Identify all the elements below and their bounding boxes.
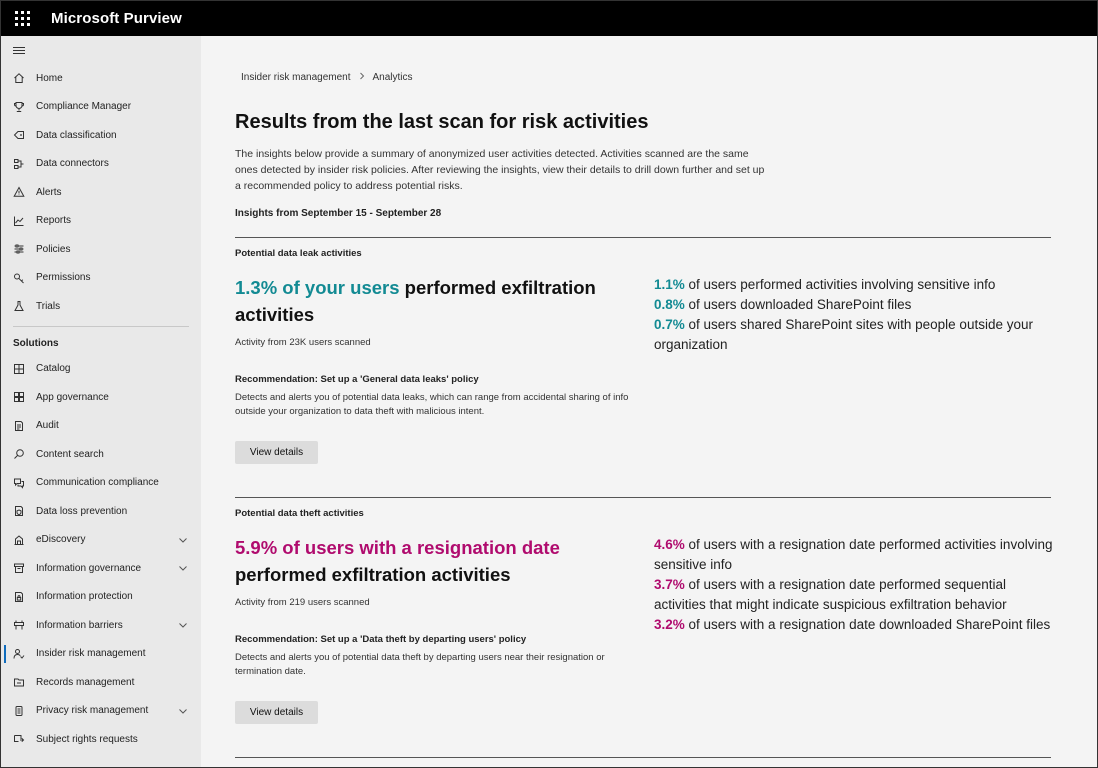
sidebar-item-catalog[interactable] — [1, 355, 201, 384]
lock-doc-icon — [12, 590, 25, 603]
sidebar-item-communication-compliance[interactable] — [1, 469, 201, 498]
sidebar-item-compliance-manager[interactable] — [1, 93, 201, 122]
insights-date-range: Insights from September 15 - September 28 — [235, 208, 442, 219]
sidebar-item-label: Audit — [36, 420, 59, 432]
app-launcher-button[interactable] — [1, 1, 43, 36]
privacy-icon — [12, 704, 25, 717]
sidebar-item-label: Information protection — [36, 591, 133, 603]
section-headline — [235, 534, 635, 588]
sidebar-item-label: Data classification — [36, 129, 117, 141]
stat-percent: 4.6% — [654, 537, 685, 552]
sidebar-item-label: Subject rights requests — [36, 733, 138, 745]
section-label: Potential data theft activities — [235, 508, 364, 519]
chevron-right-icon — [358, 72, 366, 83]
stat-item — [654, 315, 1054, 355]
sidebar-item-content-search[interactable] — [1, 440, 201, 469]
sidebar-item-information-governance[interactable] — [1, 554, 201, 583]
chat-icon — [12, 476, 25, 489]
stat-item — [654, 535, 1054, 575]
person-risk-icon — [12, 647, 25, 660]
sidebar-item-data-loss-prevention[interactable] — [1, 497, 201, 526]
nav-divider — [13, 326, 189, 327]
stat-percent: 0.7% — [654, 317, 685, 332]
headline-highlight: 5.9% of users with a resignation date — [235, 537, 560, 558]
trophy-icon — [12, 100, 25, 113]
stats-list — [654, 275, 1054, 355]
chevron-down-icon[interactable] — [178, 535, 188, 548]
page-title: Results from the last scan for risk activities — [235, 111, 649, 133]
stat-percent: 3.7% — [654, 577, 685, 592]
connector-icon — [12, 157, 25, 170]
requests-icon — [12, 733, 25, 746]
stat-item — [654, 575, 1054, 615]
sidebar-item-label: Home — [36, 72, 63, 84]
sidebar-item-records-management[interactable] — [1, 668, 201, 697]
headline-rest: performed exfiltration activities — [235, 564, 511, 585]
sidebar-item-label: Policies — [36, 243, 71, 255]
audit-icon — [12, 419, 25, 432]
archive-icon — [12, 562, 25, 575]
hamburger-icon — [13, 45, 25, 56]
sidebar-item-label: Data connectors — [36, 158, 109, 170]
stat-text: of users with a resignation date performed activities involving sensitive info — [654, 537, 1053, 572]
chevron-down-icon[interactable] — [178, 620, 188, 633]
sidebar-item-label: Catalog — [36, 363, 71, 375]
data-leak-section — [235, 237, 1051, 497]
sidebar-item-label: Content search — [36, 448, 104, 460]
sidebar-item-insider-risk-management[interactable] — [1, 640, 201, 669]
sidebar-item-trials[interactable] — [1, 292, 201, 321]
stats-list — [654, 535, 1054, 635]
sidebar-item-label: Data loss prevention — [36, 505, 128, 517]
sidebar-item-label: Records management — [36, 676, 135, 688]
ediscovery-icon — [12, 533, 25, 546]
sidebar-item-label: eDiscovery — [36, 534, 86, 546]
data-theft-section — [235, 497, 1051, 757]
sidebar-item-label: Permissions — [36, 272, 91, 284]
breadcrumb-current: Analytics — [372, 72, 413, 83]
barrier-icon — [12, 619, 25, 632]
search-icon — [12, 448, 25, 461]
stat-percent: 1.1% — [654, 277, 685, 292]
sidebar-item-information-barriers[interactable] — [1, 611, 201, 640]
view-details-button[interactable]: View details — [235, 441, 318, 464]
stat-text: of users with a resignation date performed sequential activities that might indicate suspicious exfiltration behavior — [654, 577, 1007, 612]
catalog-icon — [12, 362, 25, 375]
stat-text: of users performed activities involving sensitive info — [684, 277, 996, 292]
stat-percent: 0.8% — [654, 297, 685, 312]
app-title[interactable]: Microsoft Purview — [51, 10, 182, 27]
headline-highlight: 1.3% of your users — [235, 277, 400, 298]
sidebar-item-home[interactable] — [1, 64, 201, 93]
sidebar-item-label: Compliance Manager — [36, 101, 132, 113]
chevron-down-icon[interactable] — [178, 706, 188, 719]
breadcrumb-link-insider-risk-management[interactable]: Insider risk management — [241, 72, 351, 83]
sidebar-item-alerts[interactable] — [1, 178, 201, 207]
sidebar-item-label: Privacy risk management — [36, 705, 149, 717]
stat-text: of users downloaded SharePoint files — [684, 297, 912, 312]
records-icon — [12, 676, 25, 689]
sidebar-item-label: Information barriers — [36, 619, 123, 631]
shield-doc-icon — [12, 505, 25, 518]
chevron-down-icon[interactable] — [178, 563, 188, 576]
recommendation-description: Detects and alerts you of potential data theft by departing users near their resignation or termination date. — [235, 652, 605, 677]
home-icon — [12, 72, 25, 85]
recommendation-title: Recommendation: Set up a 'Data theft by departing users' policy — [235, 634, 527, 645]
sidebar-item-label: Alerts — [36, 186, 62, 198]
sidebar-item-permissions[interactable] — [1, 264, 201, 293]
apps-icon — [12, 391, 25, 404]
sidebar — [1, 36, 201, 768]
stat-text: of users with a resignation date downloaded SharePoint files — [684, 617, 1051, 632]
sidebar-item-data-classification[interactable] — [1, 121, 201, 150]
headline-rest: performed exfiltration activities — [235, 277, 596, 325]
page-intro: The insights below provide a summary of anonymized user activities detected. Activities scanned are the same ones detected by insider risk policies. After reviewing the insights, view their details to drill down further and set up a recommended policy to address potential risks. — [235, 148, 765, 192]
tag-icon — [12, 129, 25, 142]
users-scanned: Activity from 23K users scanned — [235, 337, 371, 348]
sidebar-item-label: App governance — [36, 391, 109, 403]
sidebar-item-data-connectors[interactable] — [1, 150, 201, 179]
breadcrumb — [241, 72, 413, 83]
sidebar-item-audit[interactable] — [1, 412, 201, 441]
stat-item — [654, 615, 1054, 635]
main-content — [201, 36, 1097, 768]
sidebar-item-label: Information governance — [36, 562, 142, 574]
sliders-icon — [12, 243, 25, 256]
sidebar-item-policies[interactable] — [1, 235, 201, 264]
section-divider — [235, 757, 1051, 758]
flask-icon — [12, 300, 25, 313]
solutions-heading: Solutions — [13, 338, 59, 349]
section-label: Potential data leak activities — [235, 248, 362, 259]
stat-item — [654, 275, 1054, 295]
sidebar-item-label: Insider risk management — [36, 648, 146, 660]
recommendation-description: Detects and alerts you of potential data leaks, which can range from accidental sharing of info outside your organization to data theft with malicious intent. — [235, 392, 629, 417]
sidebar-item-ediscovery[interactable] — [1, 526, 201, 555]
sidebar-item-app-governance[interactable] — [1, 383, 201, 412]
sidebar-item-label: Trials — [36, 300, 61, 312]
key-icon — [12, 271, 25, 284]
stat-text: of users shared SharePoint sites with people outside your organization — [654, 317, 1033, 352]
chart-icon — [12, 214, 25, 227]
sidebar-item-label: Reports — [36, 215, 72, 227]
waffle-icon — [15, 11, 30, 26]
recommendation-title: Recommendation: Set up a 'General data leaks' policy — [235, 374, 479, 385]
collapse-nav-button[interactable] — [1, 36, 201, 64]
sidebar-item-privacy-risk-management[interactable] — [1, 697, 201, 726]
users-scanned: Activity from 219 users scanned — [235, 597, 370, 608]
sidebar-item-reports[interactable] — [1, 207, 201, 236]
sidebar-item-information-protection[interactable] — [1, 583, 201, 612]
sidebar-item-label: Communication compliance — [36, 477, 159, 489]
alert-icon — [12, 186, 25, 199]
stat-item — [654, 295, 1054, 315]
top-bar — [1, 1, 1097, 36]
view-details-button[interactable]: View details — [235, 701, 318, 724]
section-headline — [235, 274, 635, 328]
sidebar-item-subject-rights-requests[interactable] — [1, 725, 201, 754]
stat-percent: 3.2% — [654, 617, 685, 632]
